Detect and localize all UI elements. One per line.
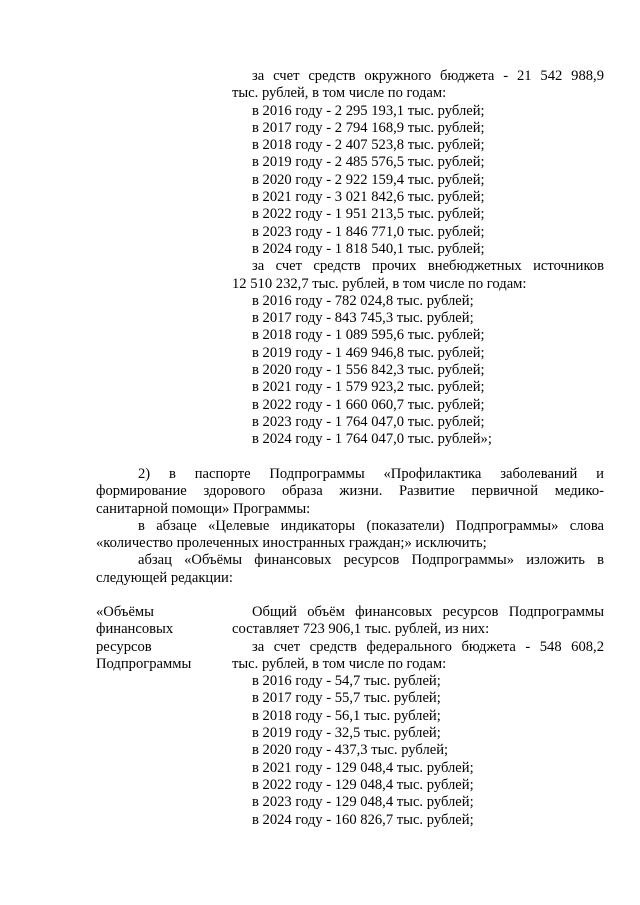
extra-year-item: в 2024 году - 1 764 047,0 тыс. рублей»; [252, 431, 492, 448]
okrug-intro-line-1: за счет средств окружного бюджета - 21 542 988,9 [252, 68, 604, 84]
extra-year-item: в 2021 году - 1 579 923,2 тыс. рублей; [252, 379, 485, 396]
federal-year-item: в 2019 году - 32,5 тыс. рублей; [252, 725, 441, 742]
okrug-year-item: в 2022 году - 1 951 213,5 тыс. рублей; [252, 206, 485, 223]
item2-line: формирование здорового образа жизни. Развитие первичной медико- [96, 483, 604, 500]
okrug-year-item: в 2018 году - 2 407 523,8 тыс. рублей; [252, 137, 485, 154]
total-line-2: составляет 723 906,1 тыс. рублей, из них: [232, 621, 490, 638]
indicators-line: в абзаце «Целевые индикаторы (показатели) Подпрограммы» слова [138, 517, 604, 534]
federal-year-item: в 2016 году - 54,7 тыс. рублей; [252, 673, 441, 690]
table-label-line: Подпрограммы [96, 655, 192, 672]
amendment-text [96, 466, 604, 587]
extra-year-item: в 2020 году - 1 556 842,3 тыс. рублей; [252, 362, 485, 379]
total-line-1: Общий объём финансовых ресурсов Подпрограммы [252, 604, 604, 620]
table-label-line: ресурсов [96, 638, 152, 655]
table-label-line: финансовых [96, 621, 174, 638]
federal-year-item: в 2017 году - 55,7 тыс. рублей; [252, 690, 441, 707]
extra-year-item: в 2023 году - 1 764 047,0 тыс. рублей; [252, 413, 485, 430]
volume-line: абзац «Объёмы финансовых ресурсов Подпрограммы» изложить в [138, 552, 604, 569]
okrug-year-item: в 2021 году - 3 021 842,6 тыс. рублей; [252, 189, 485, 206]
extra-year-item: в 2019 году - 1 469 946,8 тыс. рублей; [252, 344, 485, 361]
extra-year-item: в 2018 году - 1 089 595,6 тыс. рублей; [252, 327, 485, 344]
federal-year-item: в 2022 году - 129 048,4 тыс. рублей; [252, 776, 474, 793]
table-label-cell [96, 604, 226, 673]
okrug-year-item: в 2024 году - 1 818 540,1 тыс. рублей; [252, 240, 485, 257]
extra-year-item: в 2016 году - 782 024,8 тыс. рублей; [252, 292, 474, 309]
okrug-year-item: в 2019 году - 2 485 576,5 тыс. рублей; [252, 154, 485, 171]
funding-continuation [232, 68, 604, 449]
okrug-intro-line-2: тыс. рублей, в том числе по годам: [232, 85, 447, 102]
item2-line: 2) в паспорте Подпрограммы «Профилактика заболеваний и [138, 466, 604, 482]
extra-year-item: в 2017 году - 843 745,3 тыс. рублей; [252, 310, 474, 327]
extra-year-item: в 2022 году - 1 660 060,7 тыс. рублей; [252, 396, 485, 413]
volume-line: следующей редакции: [96, 569, 233, 586]
item2-line: санитарной помощи» Программы: [96, 500, 311, 517]
table-label-line: «Объёмы [96, 604, 154, 620]
okrug-year-item: в 2016 году - 2 295 193,1 тыс. рублей; [252, 102, 485, 119]
federal-year-item: в 2023 году - 129 048,4 тыс. рублей; [252, 794, 474, 811]
extra-intro-line-1: за счет средств прочих внебюджетных источников [252, 258, 604, 275]
federal-year-item: в 2018 году - 56,1 тыс. рублей; [252, 707, 441, 724]
federal-line-2: тыс. рублей, в том числе по годам: [232, 655, 447, 672]
federal-line-1: за счет средств федерального бюджета - 548 608,2 [252, 638, 604, 655]
federal-year-item: в 2020 году - 437,3 тыс. рублей; [252, 742, 449, 759]
indicators-line: «количество пролеченных иностранных граждан;» исключить; [96, 535, 487, 552]
extra-intro-line-2: 12 510 232,7 тыс. рублей, в том числе по годам: [232, 275, 527, 292]
okrug-year-item: в 2020 году - 2 922 159,4 тыс. рублей; [252, 171, 485, 188]
okrug-year-item: в 2017 году - 2 794 168,9 тыс. рублей; [252, 119, 485, 136]
federal-year-item: в 2024 году - 160 826,7 тыс. рублей; [252, 811, 474, 828]
okrug-year-item: в 2023 году - 1 846 771,0 тыс. рублей; [252, 223, 485, 240]
federal-year-item: в 2021 году - 129 048,4 тыс. рублей; [252, 759, 474, 776]
table-value-cell [232, 604, 604, 829]
